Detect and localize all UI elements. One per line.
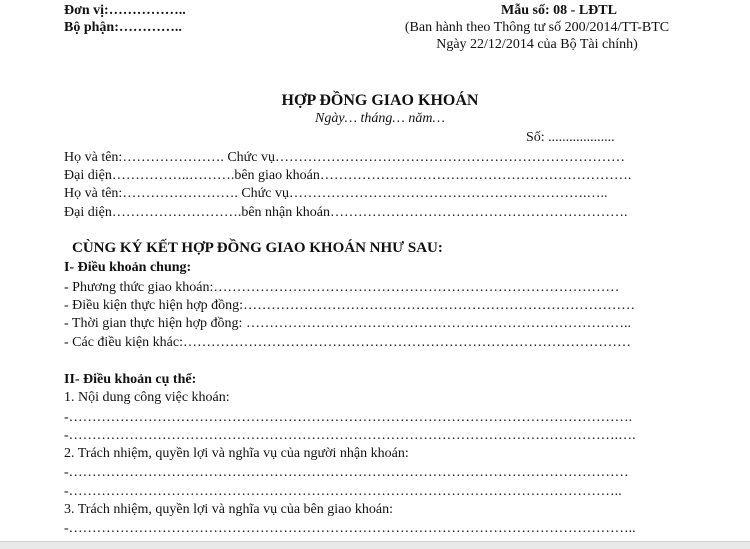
dotted-line: -……………………………………………………………………………………………………….. [64, 484, 622, 499]
party-line: Đại diện……………………….bên nhận khoán………………………………………………………. [64, 205, 628, 220]
party-line: Đại diện……………..……….bên giao khoán…………………………………………………………. [64, 168, 632, 183]
party-line: Họ và tên:……………………. Chức vụ……………………………………………………….….. [64, 186, 608, 201]
section1-item: - Các điều kiện khác:…………………………………………………………………………………… [64, 335, 631, 350]
date-line: Ngày… tháng… năm… [315, 111, 445, 126]
dotted-line: -…………………………………………………………………………………………………………. [64, 410, 633, 425]
section2-sub2: 2. Trách nhiệm, quyền lợi và nghĩa vụ của người nhận khoán: [64, 446, 409, 461]
dotted-line: -………………………………………………………………………………………………………… [64, 465, 629, 480]
issued-date-note: Ngày 22/12/2014 của Bộ Tài chính) [436, 37, 638, 52]
section2-heading: II- Điều khoản cụ thể: [64, 372, 197, 387]
number-line: Số: ................... [526, 130, 615, 145]
section1-item: - Thời gian thực hiện hợp đồng: ……………………………………………………………………….. [64, 316, 631, 331]
unit-field: Đơn vị:…………….. [64, 3, 186, 18]
department-field: Bộ phận:………….. [64, 20, 182, 35]
section1-item: - Điều kiện thực hiện hợp đồng:………………………………………………………………………… [64, 298, 636, 313]
section1-heading: I- Điều khoản chung: [64, 260, 192, 275]
form-number: Mẫu số: 08 - LĐTL [501, 3, 617, 18]
dotted-line: -………………………………………………………………………………………………………….. [64, 521, 636, 536]
document-title: HỢP ĐỒNG GIAO KHOÁN [281, 92, 479, 109]
section2-sub1: 1. Nội dung công việc khoán: [64, 390, 230, 405]
issued-by-note: (Ban hành theo Thông tư số 200/2014/TT-BTC [404, 20, 670, 35]
dotted-line: -……………………………………………………………………………………………………….…. [64, 428, 636, 443]
party-line: Họ và tên:…………………. Chức vụ………………………………………………………………… [64, 150, 625, 165]
section1-item: - Phương thức giao khoán:…………………………………………………………………………… [64, 280, 620, 295]
horizontal-scrollbar[interactable] [0, 541, 750, 549]
agreement-heading: CÙNG KÝ KẾT HỢP ĐỒNG GIAO KHOÁN NHƯ SAU: [72, 240, 443, 256]
section2-sub3: 3. Trách nhiệm, quyền lợi và nghĩa vụ của bên giao khoán: [64, 502, 393, 517]
